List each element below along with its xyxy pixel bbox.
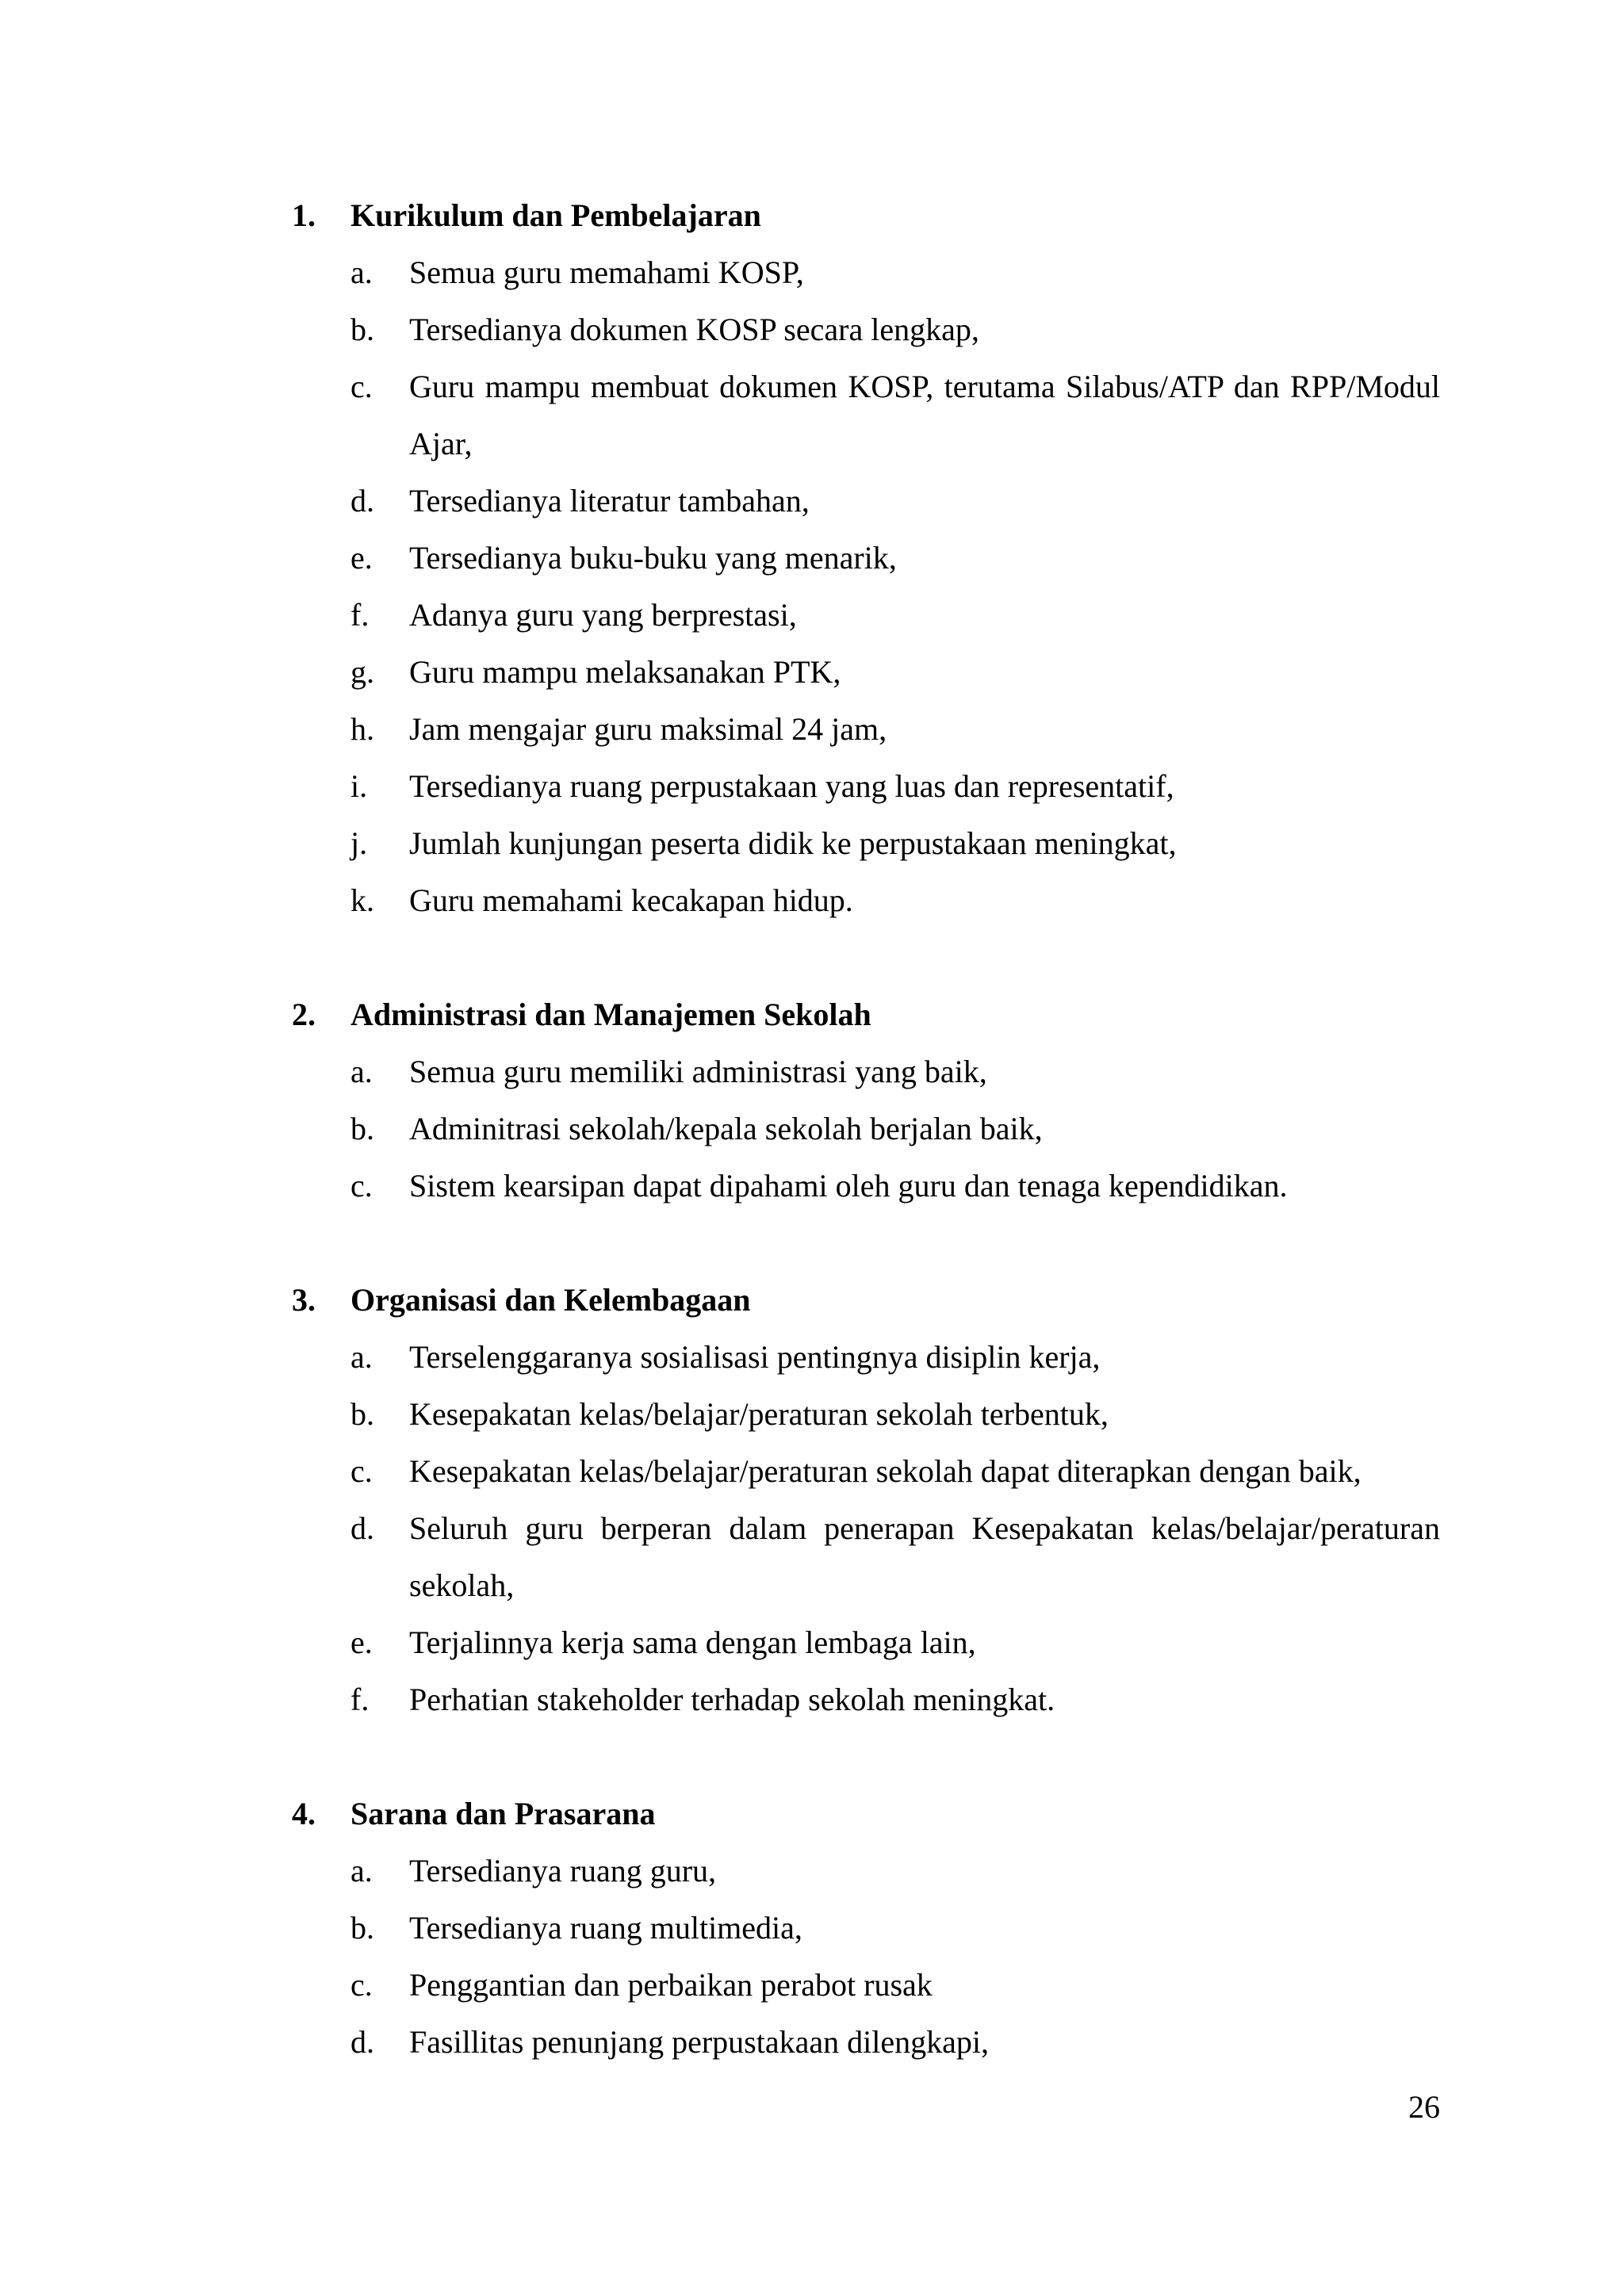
item-letter: j. <box>350 825 368 861</box>
item-text: Adanya guru yang berprestasi, <box>409 597 797 633</box>
item-letter: b. <box>350 312 374 347</box>
item-letter: d. <box>350 1510 374 1546</box>
item-text: Terselenggaranya sosialisasi pentingnya disiplin kerja, <box>409 1339 1101 1375</box>
section-title: Organisasi dan Kelembagaan <box>350 1282 751 1318</box>
item-letter: b. <box>350 1111 374 1146</box>
item-letter: c. <box>350 1453 373 1489</box>
section-number: 1. <box>292 197 316 233</box>
item-text: Perhatian stakeholder terhadap sekolah meningkat. <box>409 1682 1055 1717</box>
item-text: Guru memahami kecakapan hidup. <box>409 882 853 918</box>
section-title: Kurikulum dan Pembelajaran <box>350 197 761 233</box>
section-number: 2. <box>292 997 316 1032</box>
section-heading-4 <box>0 1785 1624 1843</box>
item-letter: a. <box>350 254 373 290</box>
item-letter: a. <box>350 1339 373 1375</box>
item-text: Tersedianya dokumen KOSP secara lengkap, <box>409 312 979 347</box>
section-number: 4. <box>292 1796 316 1831</box>
item-text: Fasillitas penunjang perpustakaan dilengkapi, <box>409 2024 989 2060</box>
item-text: Terjalinnya kerja sama dengan lembaga lain, <box>409 1624 976 1660</box>
item-letter: a. <box>350 1054 373 1089</box>
item-text: Penggantian dan perbaikan perabot rusak <box>409 1967 933 2003</box>
item-text: Guru mampu melaksanakan PTK, <box>409 654 841 690</box>
section-number: 3. <box>292 1282 316 1318</box>
item-letter: c. <box>350 1967 373 2003</box>
item-text: Tersedianya ruang multimedia, <box>409 1910 802 1946</box>
item-letter: f. <box>350 597 370 633</box>
item-letter: d. <box>350 2024 374 2060</box>
item-text: Semua guru memahami KOSP, <box>409 254 804 290</box>
item-text: Guru mampu membuat dokumen KOSP, terutama Silabus/ATP dan RPP/Modul Ajar, <box>409 369 1440 461</box>
item-text: Kesepakatan kelas/belajar/peraturan sekolah terbentuk, <box>409 1396 1109 1432</box>
section-heading-1 <box>0 187 1624 244</box>
section-heading-3 <box>0 1272 1624 1329</box>
item-letter: k. <box>350 882 374 918</box>
item-letter: e. <box>350 1624 373 1660</box>
item-text: Semua guru memiliki administrasi yang baik, <box>409 1054 987 1089</box>
item-text: Tersedianya ruang perpustakaan yang luas dan representatif, <box>409 768 1174 804</box>
item-text: Sistem kearsipan dapat dipahami oleh guru dan tenaga kependidikan. <box>409 1168 1288 1203</box>
item-text: Jumlah kunjungan peserta didik ke perpustakaan meningkat, <box>409 825 1177 861</box>
item-letter: b. <box>350 1910 374 1946</box>
section-title: Administrasi dan Manajemen Sekolah <box>350 997 871 1032</box>
page-number: 26 <box>1408 2089 1440 2125</box>
item-letter: i. <box>350 768 368 804</box>
item-letter: c. <box>350 369 373 404</box>
section-heading-2 <box>0 986 1624 1043</box>
item-letter: b. <box>350 1396 374 1432</box>
item-text: Tersedianya ruang guru, <box>409 1853 717 1888</box>
item-text: Tersedianya buku-buku yang menarik, <box>409 540 897 576</box>
item-text: Tersedianya literatur tambahan, <box>409 483 810 519</box>
item-letter: a. <box>350 1853 373 1888</box>
item-letter: h. <box>350 711 374 747</box>
section-title: Sarana dan Prasarana <box>350 1796 656 1831</box>
item-text: Adminitrasi sekolah/kepala sekolah berjalan baik, <box>409 1111 1043 1146</box>
item-text: Jam mengajar guru maksimal 24 jam, <box>409 711 887 747</box>
item-letter: c. <box>350 1168 373 1203</box>
item-letter: e. <box>350 540 373 576</box>
item-letter: f. <box>350 1682 370 1717</box>
item-text: Kesepakatan kelas/belajar/peraturan sekolah dapat diterapkan dengan baik, <box>409 1453 1362 1489</box>
item-text: Seluruh guru berperan dalam penerapan Kesepakatan kelas/belajar/peraturan sekolah, <box>409 1510 1440 1603</box>
item-letter: d. <box>350 483 374 519</box>
item-letter: g. <box>350 654 374 690</box>
